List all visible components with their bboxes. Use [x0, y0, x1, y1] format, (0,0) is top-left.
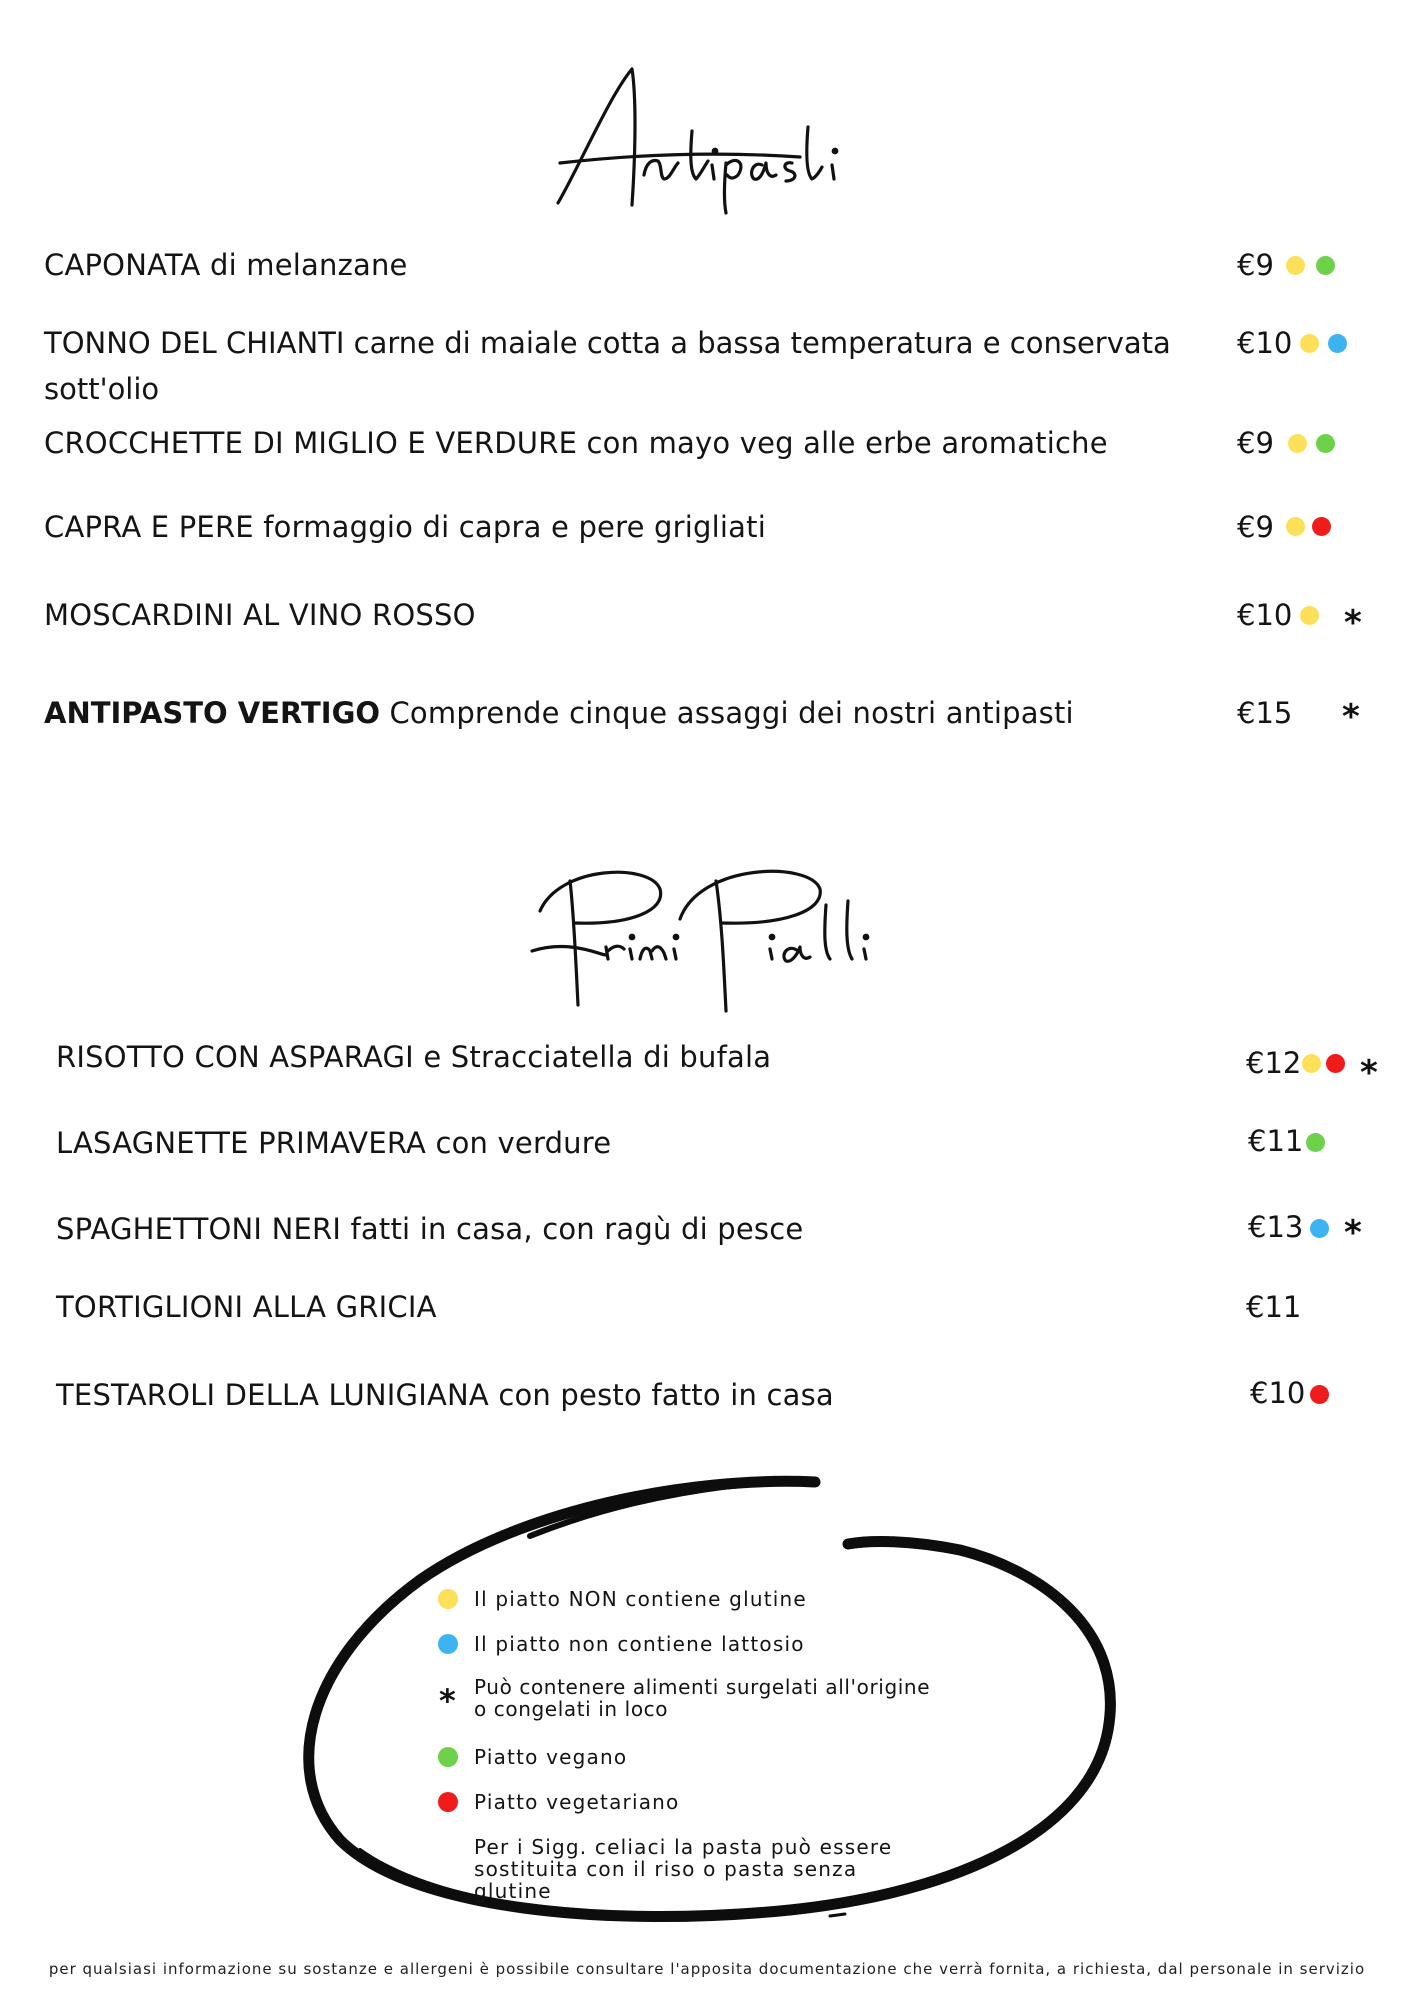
- dish-name-bold: ANTIPASTO VERTIGO: [44, 696, 381, 730]
- dish-price: €10: [1250, 1376, 1306, 1410]
- dish-name: TONNO DEL CHIANTI carne di maiale cotta a bassa temperatura e conservata: [44, 326, 1171, 360]
- dish-price: €9: [1237, 510, 1274, 544]
- vegetarian-dot-icon: [1312, 517, 1331, 536]
- list-item: [44, 320, 1194, 412]
- vegan-dot-icon: [438, 1747, 458, 1767]
- gluten-free-dot-icon: [1302, 1054, 1321, 1073]
- list-item: [56, 1372, 834, 1418]
- dish-name: CROCCHETTE DI MIGLIO E VERDURE con mayo veg alle erbe aromatiche: [44, 426, 1108, 460]
- frozen-asterisk-icon: *: [1342, 697, 1360, 737]
- legend-gluten-free: Il piatto NON contiene glutine: [474, 1587, 807, 1611]
- dish-price: €9: [1237, 426, 1274, 460]
- vegetarian-dot-icon: [1326, 1054, 1345, 1073]
- dish-price: €10: [1237, 326, 1293, 360]
- legend-frozen-line2: o congelati in loco: [474, 1697, 669, 1721]
- dish-price: €11: [1248, 1124, 1304, 1158]
- dish-description: Comprende cinque assaggi dei nostri antipasti: [380, 696, 1074, 730]
- list-item: [44, 592, 476, 638]
- list-item: [56, 1206, 803, 1252]
- lactose-free-dot-icon: [438, 1634, 458, 1654]
- frozen-asterisk-icon: *: [1344, 603, 1362, 643]
- legend-vegan: Piatto vegano: [474, 1745, 628, 1769]
- frozen-asterisk-icon: *: [439, 1682, 456, 1720]
- gluten-free-dot-icon: [1286, 256, 1305, 275]
- vegan-dot-icon: [1306, 1133, 1325, 1152]
- legend-celiac-line1: Per i Sigg. celiaci la pasta può essere: [474, 1835, 893, 1859]
- lactose-free-dot-icon: [1310, 1219, 1329, 1238]
- dish-name: TORTIGLIONI ALLA GRICIA: [56, 1290, 437, 1324]
- allergen-footer-note: per qualsiasi informazione su sostanze e allergeni è possibile consultare l'apposita documentazione che verrà fornita, a richiesta, dal personale in servizio: [48, 1960, 1366, 1978]
- dish-name-continued: sott'olio: [44, 372, 160, 406]
- dish-price: €10: [1237, 598, 1293, 632]
- gluten-free-dot-icon: [1288, 434, 1307, 453]
- legend-frozen: [474, 1676, 930, 1720]
- antipasti-title: [540, 55, 860, 215]
- list-item: [44, 504, 766, 550]
- dish-name: MOSCARDINI AL VINO ROSSO: [44, 598, 476, 632]
- lactose-free-dot-icon: [1328, 334, 1347, 353]
- dish-name: RISOTTO CON ASPARAGI e Stracciatella di bufala: [56, 1040, 772, 1074]
- vegetarian-dot-icon: [438, 1792, 458, 1812]
- list-item: [56, 1284, 437, 1330]
- vegan-dot-icon: [1316, 434, 1335, 453]
- dish-price: €9: [1237, 248, 1274, 282]
- vegetarian-dot-icon: [1310, 1385, 1329, 1404]
- vegan-dot-icon: [1316, 256, 1335, 275]
- dish-name: SPAGHETTONI NERI fatti in casa, con ragù di pesce: [56, 1212, 804, 1246]
- dish-price: €11: [1246, 1290, 1302, 1324]
- list-item: [44, 242, 408, 288]
- dish-name: CAPONATA di melanzane: [44, 248, 408, 282]
- gluten-free-dot-icon: [1300, 606, 1319, 625]
- gluten-free-dot-icon: [1286, 517, 1305, 536]
- dish-name: LASAGNETTE PRIMAVERA con verdure: [56, 1126, 612, 1160]
- legend-lactose-free: Il piatto non contiene lattosio: [474, 1632, 805, 1656]
- primi-piatti-title: [530, 855, 910, 1015]
- list-item: [56, 1120, 611, 1166]
- frozen-asterisk-icon: *: [1360, 1053, 1378, 1093]
- legend-frozen-line1: Può contenere alimenti surgelati all'origine: [474, 1675, 931, 1699]
- dish-price: €15: [1237, 696, 1293, 730]
- frozen-asterisk-icon: *: [1344, 1213, 1362, 1253]
- list-item: [56, 1034, 771, 1080]
- legend-celiac-line3: glutine: [474, 1879, 552, 1903]
- list-item: [44, 420, 1108, 466]
- legend-vegetarian: Piatto vegetariano: [474, 1790, 680, 1814]
- legend-celiac-note: [474, 1836, 892, 1902]
- dish-name: CAPRA E PERE formaggio di capra e pere grigliati: [44, 510, 766, 544]
- dish-price: €12: [1246, 1046, 1302, 1080]
- legend-celiac-line2: sostituita con il riso o pasta senza: [474, 1857, 858, 1881]
- dish-name: TESTAROLI DELLA LUNIGIANA con pesto fatto in casa: [56, 1378, 834, 1412]
- dish-price: €13: [1248, 1210, 1304, 1244]
- gluten-free-dot-icon: [1300, 334, 1319, 353]
- list-item: [44, 690, 1074, 736]
- gluten-free-dot-icon: [438, 1589, 458, 1609]
